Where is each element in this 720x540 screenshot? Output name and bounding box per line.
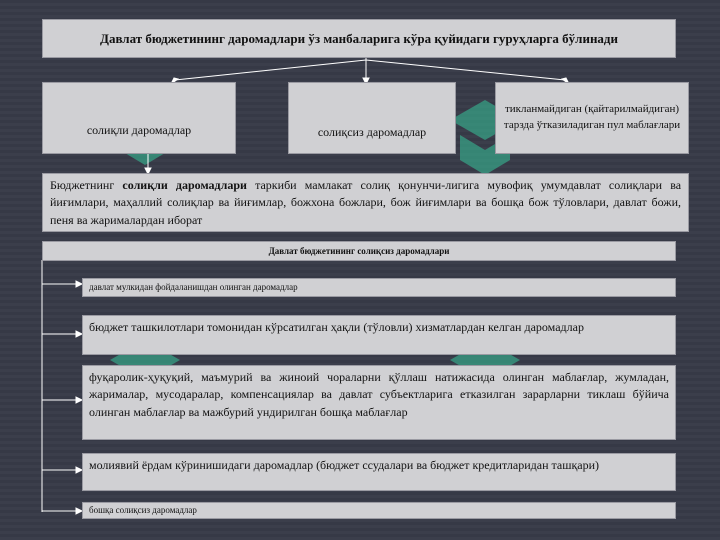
description-lead: Бюджетнинг xyxy=(50,178,115,192)
diagram-title: Давлат бюджетининг даромадлари ўз манбаларига кўра қуйидаги гуруҳларга бўлинади xyxy=(42,19,676,58)
nontax-item-financial-aid xyxy=(82,453,676,491)
nontax-header: Давлат бюджетининг солиқсиз даромадлари xyxy=(42,241,676,261)
list-item: бошқа солиқсиз даромадлар xyxy=(89,505,197,515)
description-rest: таркиби мамлакат солиқ қонунчи-лигига мувофиқ умумдавлат солиқлари ва йиғимлари, маҳаллий солиқлар ва йиғимлар, божхона божлари, бож йиғимлари ва бошқа бож тўловлари, давлат божи, пеня ва жарималардан иборат xyxy=(50,178,682,227)
list-item: давлат мулкидан фойдаланишдан олинган даромадлар xyxy=(89,282,298,292)
category-label: солиқсиз даромадлар xyxy=(317,125,427,139)
category-tax-revenue xyxy=(42,82,236,154)
list-item: бюджет ташкилотлари томонидан кўрсатилган ҳақли (тўловли) хизматлардан келган даромадлар xyxy=(89,320,584,334)
list-item: фуқаролик-ҳуқуқий, маъмурий ва жиноий чораларни қўллаш натижасида олинган маблағлар, жумладан, жарималар, мусодаралар, компенсациялар ва давлат субъектларига етказилган зарарларни тиклаш бўйича олинган маблағлар ва мажбурий ундирилган бошқа маблағлар xyxy=(89,370,669,419)
category-nonrepayable-funds xyxy=(495,82,689,154)
nontax-item-penalties xyxy=(82,365,676,440)
category-label: тикланмайдиган (қайтарилмайдиган) тарзда ўтказиладиган пул маблағлари xyxy=(503,103,681,131)
nontax-item-state-property xyxy=(82,278,676,297)
category-nontax-revenue xyxy=(288,82,456,154)
list-item: молиявий ёрдам кўринишидаги даромадлар (бюджет ссудалари ва бюджет кредитларидан ташқари) xyxy=(89,458,600,472)
tax-revenue-description xyxy=(42,173,689,232)
nontax-item-paid-services xyxy=(82,315,676,355)
nontax-item-other xyxy=(82,502,676,519)
category-label: солиқли даромадлар xyxy=(86,123,192,137)
description-bold: солиқли даромадлари xyxy=(122,178,247,192)
